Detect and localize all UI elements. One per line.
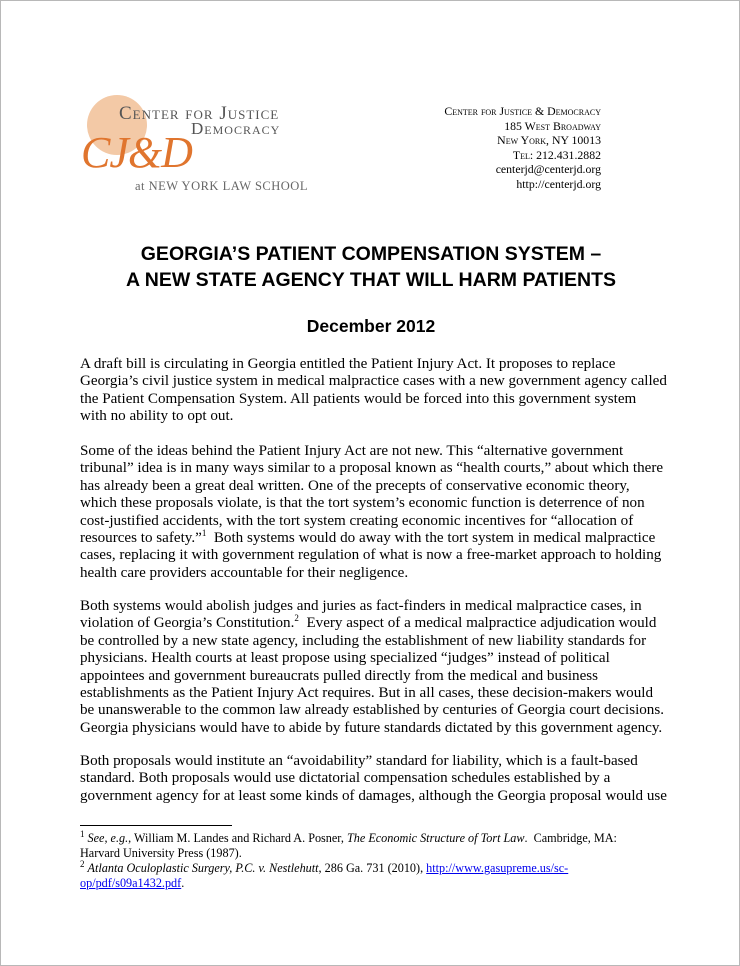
footnote-text: , William M. Landes and Richard A. Posner, (128, 831, 347, 845)
paragraph-text: resources to safety.” (80, 530, 202, 547)
paragraph-line: the Patient Compensation System. All patients would be forced into this government system (80, 390, 637, 407)
footnote-number: 2 (80, 858, 85, 869)
footnote-link[interactable]: http://www.gasupreme.us/sc- (426, 861, 569, 875)
footnote-line: Harvard University Press (1987). (80, 845, 242, 860)
paragraph-line: cost-justified accidents, with the tort system creating economic incentives for “allocation of (80, 512, 634, 529)
paragraph-line: physicians. Health courts at least propose using specialized “judges” instead of political (80, 650, 610, 667)
address-block (444, 104, 601, 191)
address-street: 185 West Broadway (504, 118, 601, 133)
footnote-ref-1[interactable]: 1 (201, 528, 207, 538)
footnote-italic: See, e.g. (87, 831, 129, 845)
address-org: Center for Justice & Democracy (444, 104, 601, 118)
paragraph-line: appointees and government bureaucrats pulled directly from the medical and business (80, 667, 599, 684)
paragraph-line: be unanswerable to the common law already established by centuries of Georgia court decisions. (80, 702, 664, 719)
footnote-2 (80, 858, 680, 890)
footnote-italic: The Economic Structure of Tort Law (346, 831, 525, 845)
address-tel: Tel: 212.431.2882 (512, 147, 601, 162)
paragraph-line: Both systems would abolish judges and juries as fact-finders in medical malpractice cases, in (80, 598, 642, 614)
paragraph-text: Both systems would do away with the tort system in medical malpractice (206, 530, 656, 547)
paragraph-line: which these proposals violate, is that the tort system’s economic function is deterrence of non (80, 495, 645, 512)
paragraph-line-with-footnote (80, 615, 670, 632)
paragraph-line: be controlled by a new state agency, including the establishment of new liability standards for (80, 632, 647, 649)
footnote-divider (80, 825, 232, 826)
footnote-line (80, 828, 680, 846)
cjd-logo (81, 93, 311, 198)
paragraph-line: health care providers accountable for their negligence. (80, 564, 409, 581)
paragraph-text: violation of Georgia’s Constitution. (80, 615, 295, 632)
paragraph-4 (80, 753, 670, 805)
footnote-text: . (181, 875, 185, 890)
address-web: http://centerjd.org (516, 176, 601, 191)
paragraph-line: tribunal” idea is in many ways similar to a proposal known as “health courts,” about which there (80, 460, 664, 477)
paragraph-line: Both proposals would institute an “avoidability” standard for liability, which is a fault-based (80, 753, 638, 769)
footnote-text: , 286 Ga. 731 (2010), (318, 861, 427, 875)
paragraph-3 (80, 598, 670, 737)
footnote-link[interactable]: op/pdf/s09a1432.pdf (80, 875, 182, 890)
document-date: December 2012 (306, 316, 436, 336)
footnote-1 (80, 828, 680, 860)
paragraph-line: standard. Both proposals would use dictatorial compensation schedules established by a (80, 770, 611, 787)
paragraph-2 (80, 443, 670, 582)
paragraph-line: Georgia’s civil justice system in medical malpractice cases with a new government agency called (80, 373, 667, 390)
footnote-line (80, 876, 680, 891)
paragraph-line: with no ability to opt out. (80, 408, 234, 425)
title-line2: A NEW STATE AGENCY THAT WILL HARM PATIENTS (125, 269, 616, 291)
footnote-line (80, 858, 680, 876)
paragraph-line: cases, replacing it with government regulation of what is now a free-market approach to holding (80, 547, 662, 564)
logo-mark: CJ&D (81, 128, 192, 177)
title-line1: GEORGIA’S PATIENT COMPENSATION SYSTEM – (140, 243, 602, 265)
paragraph-line: Georgia physicians would have to abide by future standards dictated by this government agency. (80, 719, 663, 736)
paragraph-line: establishments as the Patient Injury Act requires. But in all cases, these decision-makers would (80, 685, 654, 702)
paragraph-line: A draft bill is circulating in Georgia entitled the Patient Injury Act. It proposes to replace (80, 356, 616, 372)
paragraph-line-with-footnote (80, 530, 670, 547)
paragraph-1 (80, 356, 670, 426)
footnote-ref-2[interactable]: 2 (294, 613, 299, 624)
footnote-italic: Atlanta Oculoplastic Surgery, P.C. v. Nestlehutt (87, 861, 319, 875)
paragraph-text: Every aspect of a medical malpractice adjudication would (298, 615, 657, 632)
logo-line1: Center for Justice (119, 103, 280, 124)
logo-school: at NEW YORK LAW SCHOOL (135, 179, 308, 193)
address-email: centerjd@centerjd.org (495, 162, 601, 176)
address-city: New York, NY 10013 (497, 133, 601, 147)
paragraph-line: government agency for at least some kinds of damages, although the Georgia proposal would use (80, 787, 667, 804)
footnote-text: . Cambridge, MA: (524, 831, 617, 845)
logo-line2: Democracy (191, 119, 281, 138)
footnote-number: 1 (80, 828, 85, 839)
paragraph-line: Some of the ideas behind the Patient Injury Act are not new. This “alternative government (80, 443, 624, 459)
paragraph-line: has already been a great deal written. One of the precepts of conservative economic theory, (80, 477, 630, 494)
